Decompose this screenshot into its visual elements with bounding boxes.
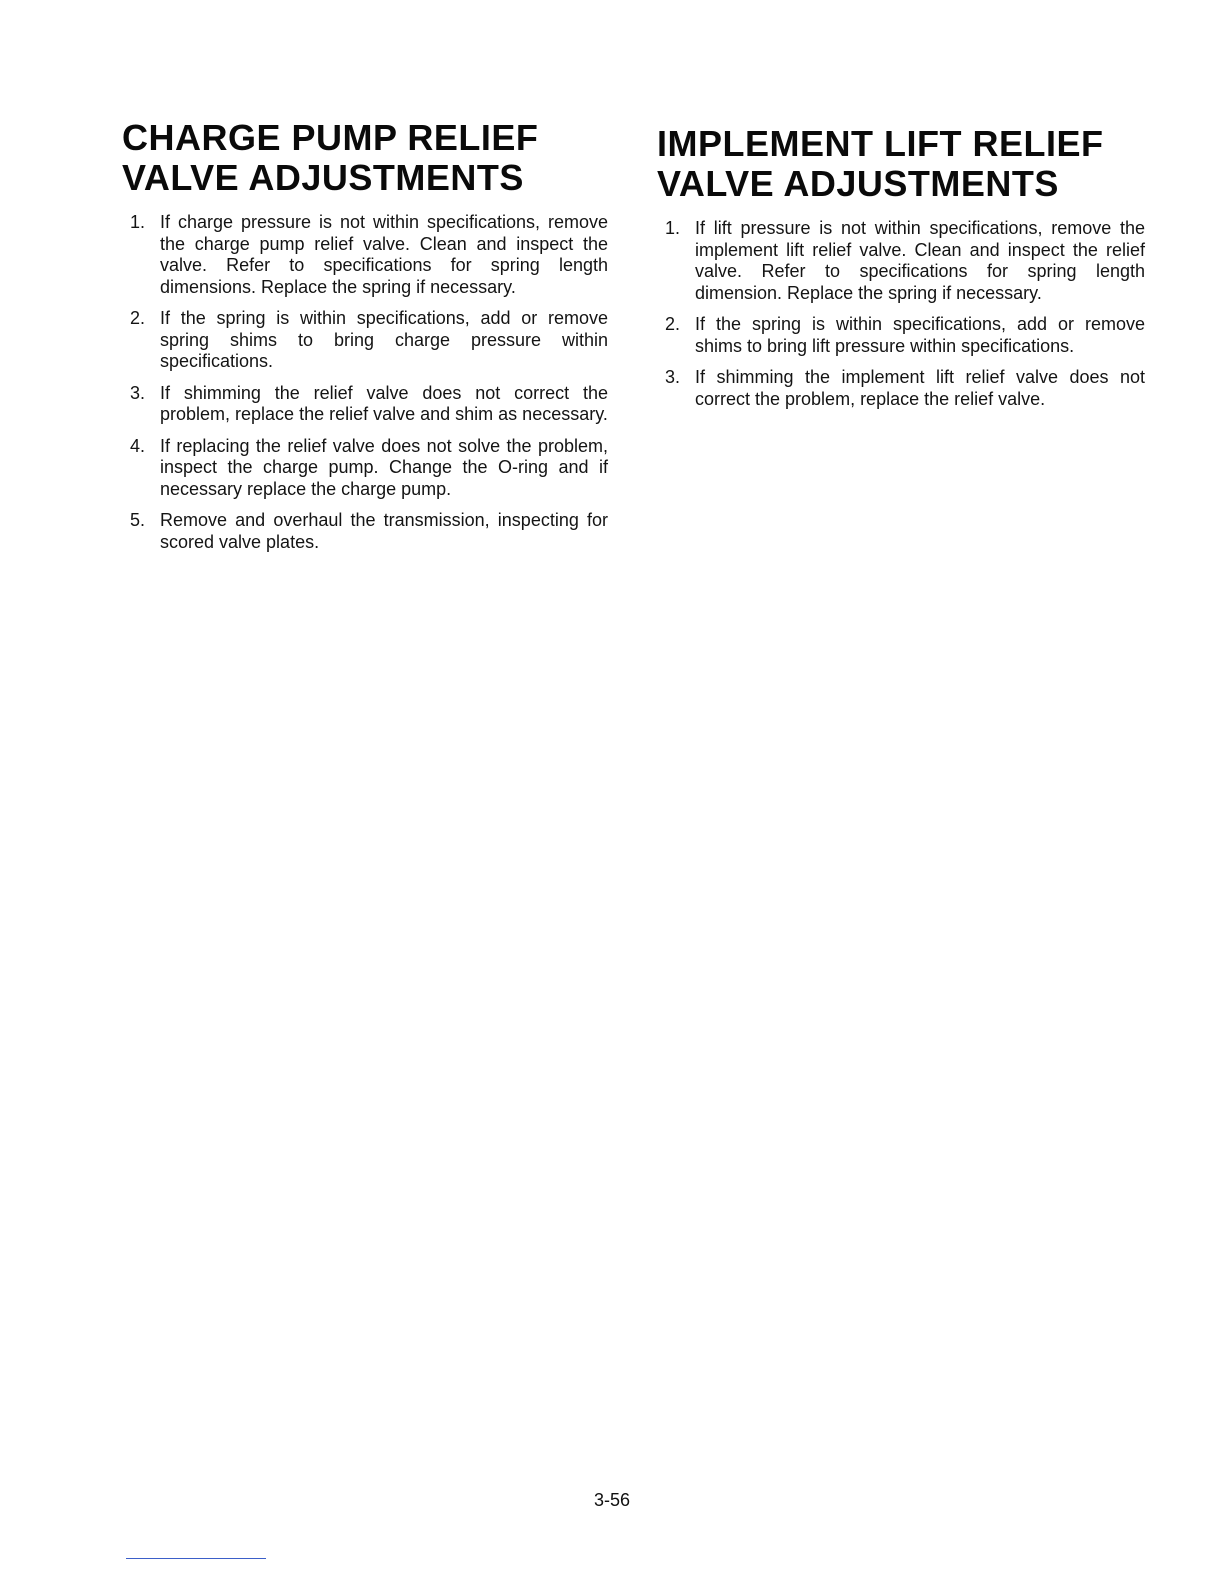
implement-lift-step xyxy=(657,314,1145,357)
implement-lift-title xyxy=(657,124,1145,204)
step-text: If the spring is within specifications, add or remove spring shims to bring charge pressure within specifications. xyxy=(160,308,608,371)
step-text: If charge pressure is not within specifications, remove the charge pump relief valve. Clean and inspect the valve. Refer to specifications for spring length dimensions. Replace the spring if necessary. xyxy=(160,212,608,297)
implement-lift-title-line1: IMPLEMENT LIFT RELIEF xyxy=(657,123,1104,164)
step-number: 5. xyxy=(130,510,146,530)
step-text: If replacing the relief valve does not solve the problem, inspect the charge pump. Change the O-ring and if necessary replace the charge pump. xyxy=(160,435,608,499)
step-number: 3. xyxy=(665,367,681,387)
charge-pump-step xyxy=(122,436,608,501)
step-number: 2. xyxy=(130,308,146,328)
implement-lift-step xyxy=(657,218,1145,304)
implement-lift-step xyxy=(657,367,1145,410)
charge-pump-steps xyxy=(122,212,608,553)
bottom-rule xyxy=(126,1558,266,1559)
step-text: If shimming the implement lift relief valve does not correct the problem, replace the relief valve. xyxy=(695,367,1145,409)
step-number: 1. xyxy=(130,212,146,232)
charge-pump-title-line2: VALVE ADJUSTMENTS xyxy=(122,157,524,198)
charge-pump-step xyxy=(122,510,608,553)
page-number: 3-56 xyxy=(593,1490,631,1510)
charge-pump-section xyxy=(122,118,608,563)
step-text: Remove and overhaul the transmission, inspecting for scored valve plates. xyxy=(160,510,608,552)
implement-lift-steps xyxy=(657,218,1145,410)
step-number: 3. xyxy=(130,382,146,403)
implement-lift-title-line2: VALVE ADJUSTMENTS xyxy=(657,163,1059,204)
step-text: If lift pressure is not within specifications, remove the implement lift relief valve. Clean and inspect the relief valve. Refer to specifications for spring length dimension. Replace the spring if necessary. xyxy=(695,218,1145,303)
step-number: 2. xyxy=(665,314,681,334)
implement-lift-section xyxy=(657,124,1145,420)
charge-pump-step xyxy=(122,383,608,426)
step-text: If the spring is within specifications, add or remove shims to bring lift pressure within specifications. xyxy=(695,314,1145,356)
step-number: 4. xyxy=(130,435,146,456)
charge-pump-title-line1: CHARGE PUMP RELIEF xyxy=(122,117,539,158)
charge-pump-step xyxy=(122,308,608,373)
step-number: 1. xyxy=(665,218,681,238)
step-text: If shimming the relief valve does not correct the problem, replace the relief valve and shim as necessary. xyxy=(160,382,608,424)
charge-pump-title xyxy=(122,118,608,198)
charge-pump-step xyxy=(122,212,608,298)
